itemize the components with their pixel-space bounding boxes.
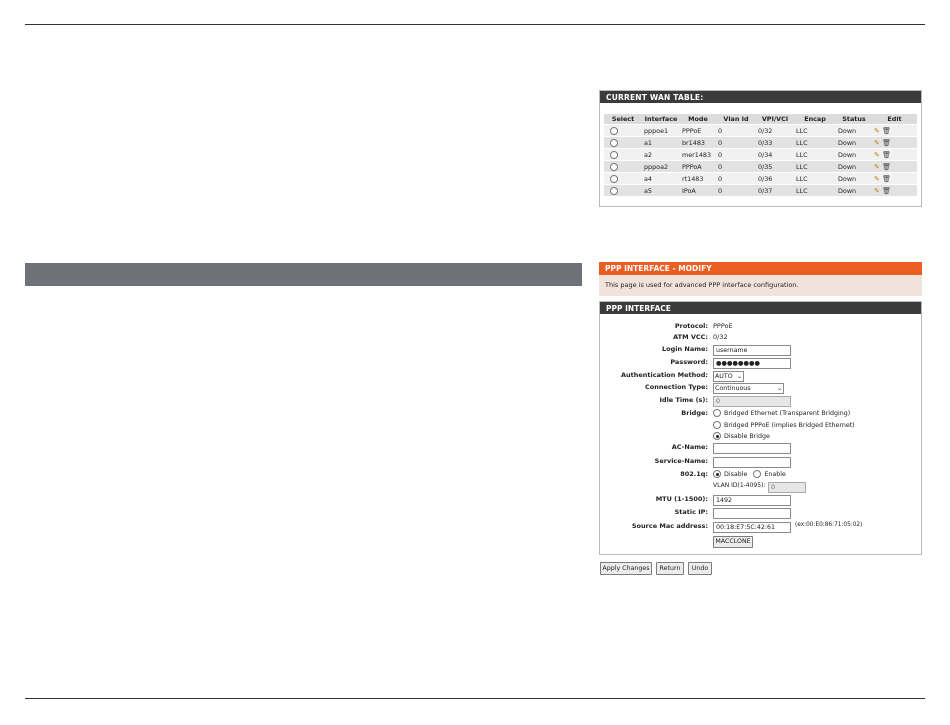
mtu-label: MTU (1-1500): — [655, 495, 708, 503]
service-name-label: Service-Name: — [654, 457, 708, 465]
col-vlan: Vlan Id — [716, 114, 756, 125]
login-name-label: Login Name: — [662, 345, 708, 353]
col-select: Select — [604, 114, 642, 125]
atm-vcc-value: 0/32 — [713, 333, 728, 341]
cell-status: Down — [836, 149, 872, 161]
bridge-disable-radio[interactable] — [713, 432, 721, 440]
bridge-option-disable[interactable] — [713, 432, 770, 440]
col-mode: Mode — [680, 114, 716, 125]
bridge-label: Bridge: — [681, 409, 708, 417]
service-name-input[interactable] — [713, 457, 791, 468]
bridge-ethernet-radio[interactable] — [713, 409, 721, 417]
cell-interface: pppoe1 — [642, 125, 680, 137]
undo-button[interactable]: Undo — [688, 562, 712, 575]
cell-mode: IPoA — [680, 185, 716, 197]
pencil-icon[interactable]: ✎ — [874, 126, 880, 135]
cell-interface: a2 — [642, 149, 680, 161]
password-input[interactable]: ●●●●●●●● — [713, 358, 791, 369]
bridge-pppoe-text: Bridged PPPoE (implies Bridged Ethernet) — [724, 421, 855, 429]
password-label: Password: — [670, 358, 708, 366]
bridge-disable-text: Disable Bridge — [724, 432, 770, 440]
trash-icon[interactable]: 🗑 — [882, 162, 891, 171]
cell-status: Down — [836, 125, 872, 137]
cell-vpivci: 0/32 — [756, 125, 794, 137]
connection-type-value: Continuous — [715, 385, 751, 392]
pencil-icon[interactable]: ✎ — [874, 150, 880, 159]
cell-status: Down — [836, 173, 872, 185]
cell-vlan: 0 — [716, 173, 756, 185]
cell-vpivci: 0/33 — [756, 137, 794, 149]
cell-vlan: 0 — [716, 149, 756, 161]
bridge-option-pppoe[interactable] — [713, 421, 855, 429]
row-select-radio[interactable] — [610, 127, 618, 135]
ppp-interface-panel — [599, 301, 922, 555]
trash-icon[interactable]: 🗑 — [882, 150, 891, 159]
return-button[interactable]: Return — [656, 562, 684, 575]
wan-table-panel — [599, 90, 922, 207]
cell-encap: LLC — [794, 173, 836, 185]
idle-time-label: Idle Time (s): — [659, 396, 708, 404]
protocol-value: PPPoE — [713, 322, 733, 330]
cell-vpivci: 0/35 — [756, 161, 794, 173]
cell-encap: LLC — [794, 149, 836, 161]
trash-icon[interactable]: 🗑 — [882, 138, 891, 147]
auth-method-label: Authentication Method: — [620, 371, 708, 379]
row-select-radio[interactable] — [610, 163, 618, 171]
cell-mode: PPPoA — [680, 161, 716, 173]
cell-mode: rt1483 — [680, 173, 716, 185]
wan-table-title: CURRENT WAN TABLE: — [600, 91, 921, 103]
bridge-option-ethernet[interactable] — [713, 409, 850, 417]
col-interface: Interface — [642, 114, 680, 125]
col-edit: Edit — [872, 114, 917, 125]
col-status: Status — [836, 114, 872, 125]
table-row — [604, 137, 917, 149]
row-select-radio[interactable] — [610, 151, 618, 159]
bridge-pppoe-radio[interactable] — [713, 421, 721, 429]
auth-method-select[interactable] — [713, 371, 744, 382]
pencil-icon[interactable]: ✎ — [874, 138, 880, 147]
macclone-button[interactable]: MACCLONE — [713, 536, 753, 548]
static-ip-label: Static IP: — [674, 508, 708, 516]
mac-example-text: (ex:00:E0:86:71:05:02) — [795, 522, 863, 528]
cell-interface: a5 — [642, 185, 680, 197]
trash-icon[interactable]: 🗑 — [882, 126, 891, 135]
apply-changes-button[interactable]: Apply Changes — [600, 562, 652, 575]
bottom-divider — [25, 698, 925, 699]
cell-mode: mer1483 — [680, 149, 716, 161]
mtu-input[interactable]: 1492 — [713, 495, 791, 506]
ac-name-label: AC-Name: — [671, 443, 708, 451]
cell-mode: br1483 — [680, 137, 716, 149]
cell-vpivci: 0/34 — [756, 149, 794, 161]
cell-status: Down — [836, 185, 872, 197]
table-row — [604, 161, 917, 173]
cell-interface: a4 — [642, 173, 680, 185]
cell-mode: PPPoE — [680, 125, 716, 137]
cell-vlan: 0 — [716, 185, 756, 197]
cell-interface: a1 — [642, 137, 680, 149]
cell-encap: LLC — [794, 185, 836, 197]
connection-type-select[interactable] — [713, 383, 784, 394]
cell-vlan: 0 — [716, 125, 756, 137]
vlan-id-input[interactable]: 0 — [768, 482, 806, 493]
table-row — [604, 125, 917, 137]
source-mac-label: Source Mac address: — [631, 522, 708, 530]
connection-type-label: Connection Type: — [644, 383, 708, 391]
vlan-id-label: VLAN ID(1-4095): — [713, 482, 766, 489]
pencil-icon[interactable]: ✎ — [874, 162, 880, 171]
table-row — [604, 149, 917, 161]
bridge-ethernet-text: Bridged Ethernet (Transparent Bridging) — [724, 409, 851, 417]
cell-vpivci: 0/37 — [756, 185, 794, 197]
wan-table — [604, 114, 917, 196]
dot1q-enable-radio[interactable] — [753, 470, 761, 478]
dot1q-label: 802.1q: — [680, 470, 708, 478]
cell-vlan: 0 — [716, 137, 756, 149]
cell-status: Down — [836, 161, 872, 173]
cell-encap: LLC — [794, 161, 836, 173]
static-ip-input[interactable] — [713, 508, 791, 519]
pencil-icon[interactable]: ✎ — [874, 186, 880, 195]
top-divider — [25, 24, 925, 25]
table-row — [604, 173, 917, 185]
cell-vpivci: 0/36 — [756, 173, 794, 185]
dot1q-options — [713, 470, 786, 478]
ppp-modify-description: This page is used for advanced PPP interface configuration. — [599, 275, 922, 296]
row-select-radio[interactable] — [610, 187, 618, 195]
trash-icon[interactable]: 🗑 — [882, 174, 891, 183]
ac-name-input[interactable] — [713, 443, 791, 454]
atm-vcc-label: ATM VCC: — [673, 333, 708, 341]
protocol-label: Protocol: — [674, 322, 708, 330]
trash-icon[interactable]: 🗑 — [882, 186, 891, 195]
table-row — [604, 185, 917, 197]
ppp-interface-title: PPP INTERFACE — [600, 302, 921, 314]
auth-method-value: AUTO — [715, 373, 733, 380]
cell-encap: LLC — [794, 125, 836, 137]
chevron-down-icon: ⌄ — [736, 373, 742, 380]
ppp-modify-title: PPP INTERFACE - MODIFY — [599, 262, 922, 275]
dot1q-disable-radio[interactable] — [713, 470, 721, 478]
cell-interface: pppoa2 — [642, 161, 680, 173]
pencil-icon[interactable]: ✎ — [874, 174, 880, 183]
idle-time-input[interactable]: 0 — [713, 396, 791, 407]
dot1q-enable-text: Enable — [764, 470, 786, 478]
cell-encap: LLC — [794, 137, 836, 149]
cell-vlan: 0 — [716, 161, 756, 173]
row-select-radio[interactable] — [610, 139, 618, 147]
chevron-down-icon: ⌄ — [776, 385, 782, 392]
dot1q-disable-text: Disable — [724, 470, 748, 478]
cell-status: Down — [836, 137, 872, 149]
col-vpivci: VPI/VCI — [756, 114, 794, 125]
row-select-radio[interactable] — [610, 175, 618, 183]
section-bar — [25, 263, 582, 286]
source-mac-input[interactable]: 00:18:E7:5C:42:61 — [713, 522, 791, 533]
login-name-input[interactable]: username — [713, 345, 791, 356]
col-encap: Encap — [794, 114, 836, 125]
